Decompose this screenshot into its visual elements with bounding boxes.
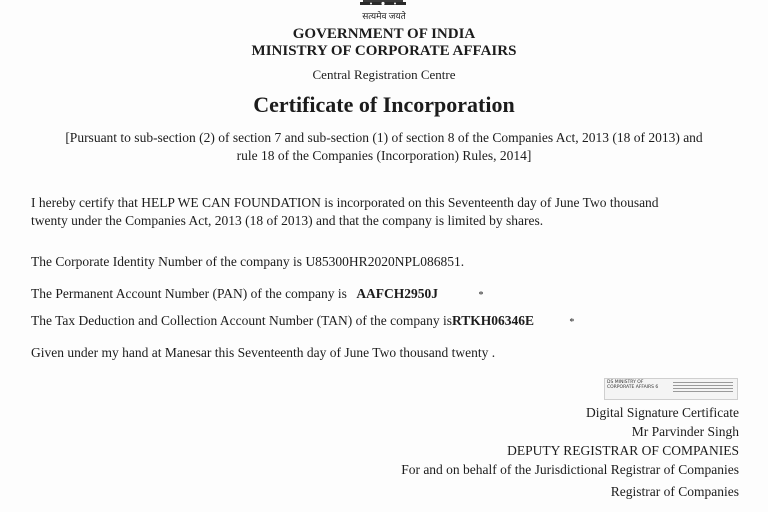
pan-statement	[31, 286, 483, 302]
registration-centre-heading: Central Registration Centre	[312, 67, 456, 82]
pan-label: The Permanent Account Number (PAN) of the company is	[31, 286, 347, 301]
certify-line-1: I hereby certify that HELP WE CAN FOUNDATION is incorporated on this Seventeenth day of June Two thousand	[31, 195, 659, 210]
cin-value: U85300HR2020NPL086851.	[305, 254, 465, 269]
signatory-name: Mr Parvinder Singh	[631, 424, 739, 439]
legal-reference-line-2: rule 18 of the Companies (Incorporation) Rules, 2014]	[236, 148, 532, 163]
signature-line-1: Digital Signature Certificate	[586, 405, 739, 420]
pan-value: AAFCH2950J	[356, 286, 439, 301]
signature-line-5: Registrar of Companies	[610, 484, 739, 499]
emblem-motto: सत्यमेव जयते	[362, 11, 406, 21]
government-heading: GOVERNMENT OF INDIA	[292, 26, 476, 42]
tan-footnote-mark: *	[569, 317, 575, 328]
signature-hash-lines	[673, 382, 733, 394]
ministry-heading: MINISTRY OF CORPORATE AFFAIRS	[251, 43, 517, 59]
legal-reference-line-1: [Pursuant to sub-section (2) of section 7 and sub-section (1) of section 8 of the Companies Act, 2013 (18 of 2013) and	[65, 130, 703, 145]
stamp-line-1: DS MINISTRY OF	[607, 380, 644, 385]
national-emblem-icon	[357, 0, 409, 8]
tan-statement	[31, 313, 574, 329]
certify-line-2: twenty under the Companies Act, 2013 (18 of 2013) and that the company is limited by shares.	[31, 213, 544, 228]
signature-line-4: For and on behalf of the Jurisdictional Registrar of Companies	[401, 462, 739, 477]
pan-footnote-mark: *	[478, 290, 484, 301]
signatory-designation: DEPUTY REGISTRAR OF COMPANIES	[507, 443, 739, 458]
cin-statement	[31, 254, 464, 270]
tan-label: The Tax Deduction and Collection Account Number (TAN) of the company is	[31, 313, 452, 328]
stamp-line-2: CORPORATE AFFAIRS 6	[607, 385, 659, 390]
cin-label: The Corporate Identity Number of the company is	[31, 254, 303, 269]
tan-value: RTKH06346E	[452, 313, 535, 328]
given-under-hand: Given under my hand at Manesar this Seventeenth day of June Two thousand twenty .	[31, 345, 496, 360]
certificate-title: Certificate of Incorporation	[253, 92, 515, 117]
digital-signature-stamp	[604, 378, 738, 400]
